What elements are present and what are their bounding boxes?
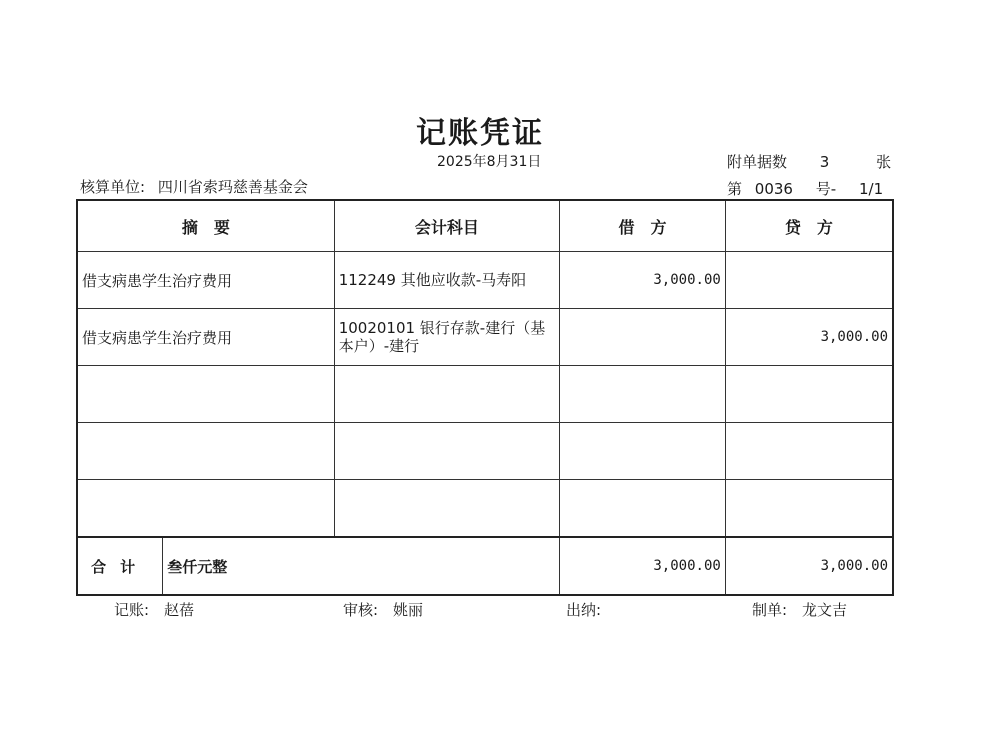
bookkeeper-signature: 记账: 赵蓓 (114, 601, 195, 619)
voucher-page: 1/1 (858, 180, 884, 198)
total-row (77, 537, 893, 595)
header-account: 会计科目 (334, 200, 559, 252)
accounting-unit-name: 四川省索玛慈善基金会 (157, 178, 308, 196)
row-debit (560, 480, 726, 538)
accounting-unit (80, 176, 308, 197)
row-summary (77, 423, 334, 480)
row-credit (725, 480, 893, 538)
attachment-unit: 张 (876, 153, 892, 171)
row-summary (77, 366, 334, 423)
table-row (77, 252, 893, 309)
row-debit (560, 366, 726, 423)
voucher-number-suffix: 号- (815, 180, 837, 198)
reviewer-signature: 审核: 姚丽 (343, 601, 424, 619)
row-account: 10020101 银行存款-建行（基本户）-建行 (334, 309, 559, 366)
attachment-count (727, 151, 891, 172)
row-summary (77, 480, 334, 538)
total-amount-words: 叁仟元整 (163, 537, 560, 595)
table-header-row (77, 200, 893, 252)
row-summary: 借支病患学生治疗费用 (77, 252, 334, 309)
cashier-signature: 出纳: (566, 601, 602, 619)
row-credit (725, 366, 893, 423)
total-label: 合计 (77, 537, 163, 595)
voucher-table (76, 199, 894, 596)
row-credit (725, 423, 893, 480)
row-credit: 3,000.00 (725, 309, 893, 366)
total-credit: 3,000.00 (725, 537, 893, 595)
table-row (77, 366, 893, 423)
preparer-signature: 制单: 龙文吉 (752, 601, 848, 619)
voucher-number-prefix: 第 (727, 180, 743, 198)
voucher-date: 2025年8月31日 (437, 154, 542, 170)
attachment-label: 附单据数 (727, 153, 788, 171)
row-debit: 3,000.00 (560, 252, 726, 309)
accounting-unit-label: 核算单位: (80, 178, 146, 196)
row-debit (560, 309, 726, 366)
table-row (77, 480, 893, 538)
row-summary: 借支病患学生治疗费用 (77, 309, 334, 366)
header-credit: 贷 方 (725, 200, 893, 252)
header-summary: 摘 要 (77, 200, 334, 252)
voucher-title: 记账凭证 (416, 116, 544, 151)
voucher-number (727, 178, 883, 199)
total-debit: 3,000.00 (560, 537, 726, 595)
row-account (334, 423, 559, 480)
row-debit (560, 423, 726, 480)
table-row (77, 309, 893, 366)
voucher-number-value: 0036 (754, 180, 793, 198)
header-debit: 借 方 (560, 200, 726, 252)
row-account: 112249 其他应收款-马寿阳 (334, 252, 559, 309)
table-row (77, 423, 893, 480)
row-account (334, 366, 559, 423)
attachment-number: 3 (819, 153, 830, 171)
row-account (334, 480, 559, 538)
row-credit (725, 252, 893, 309)
